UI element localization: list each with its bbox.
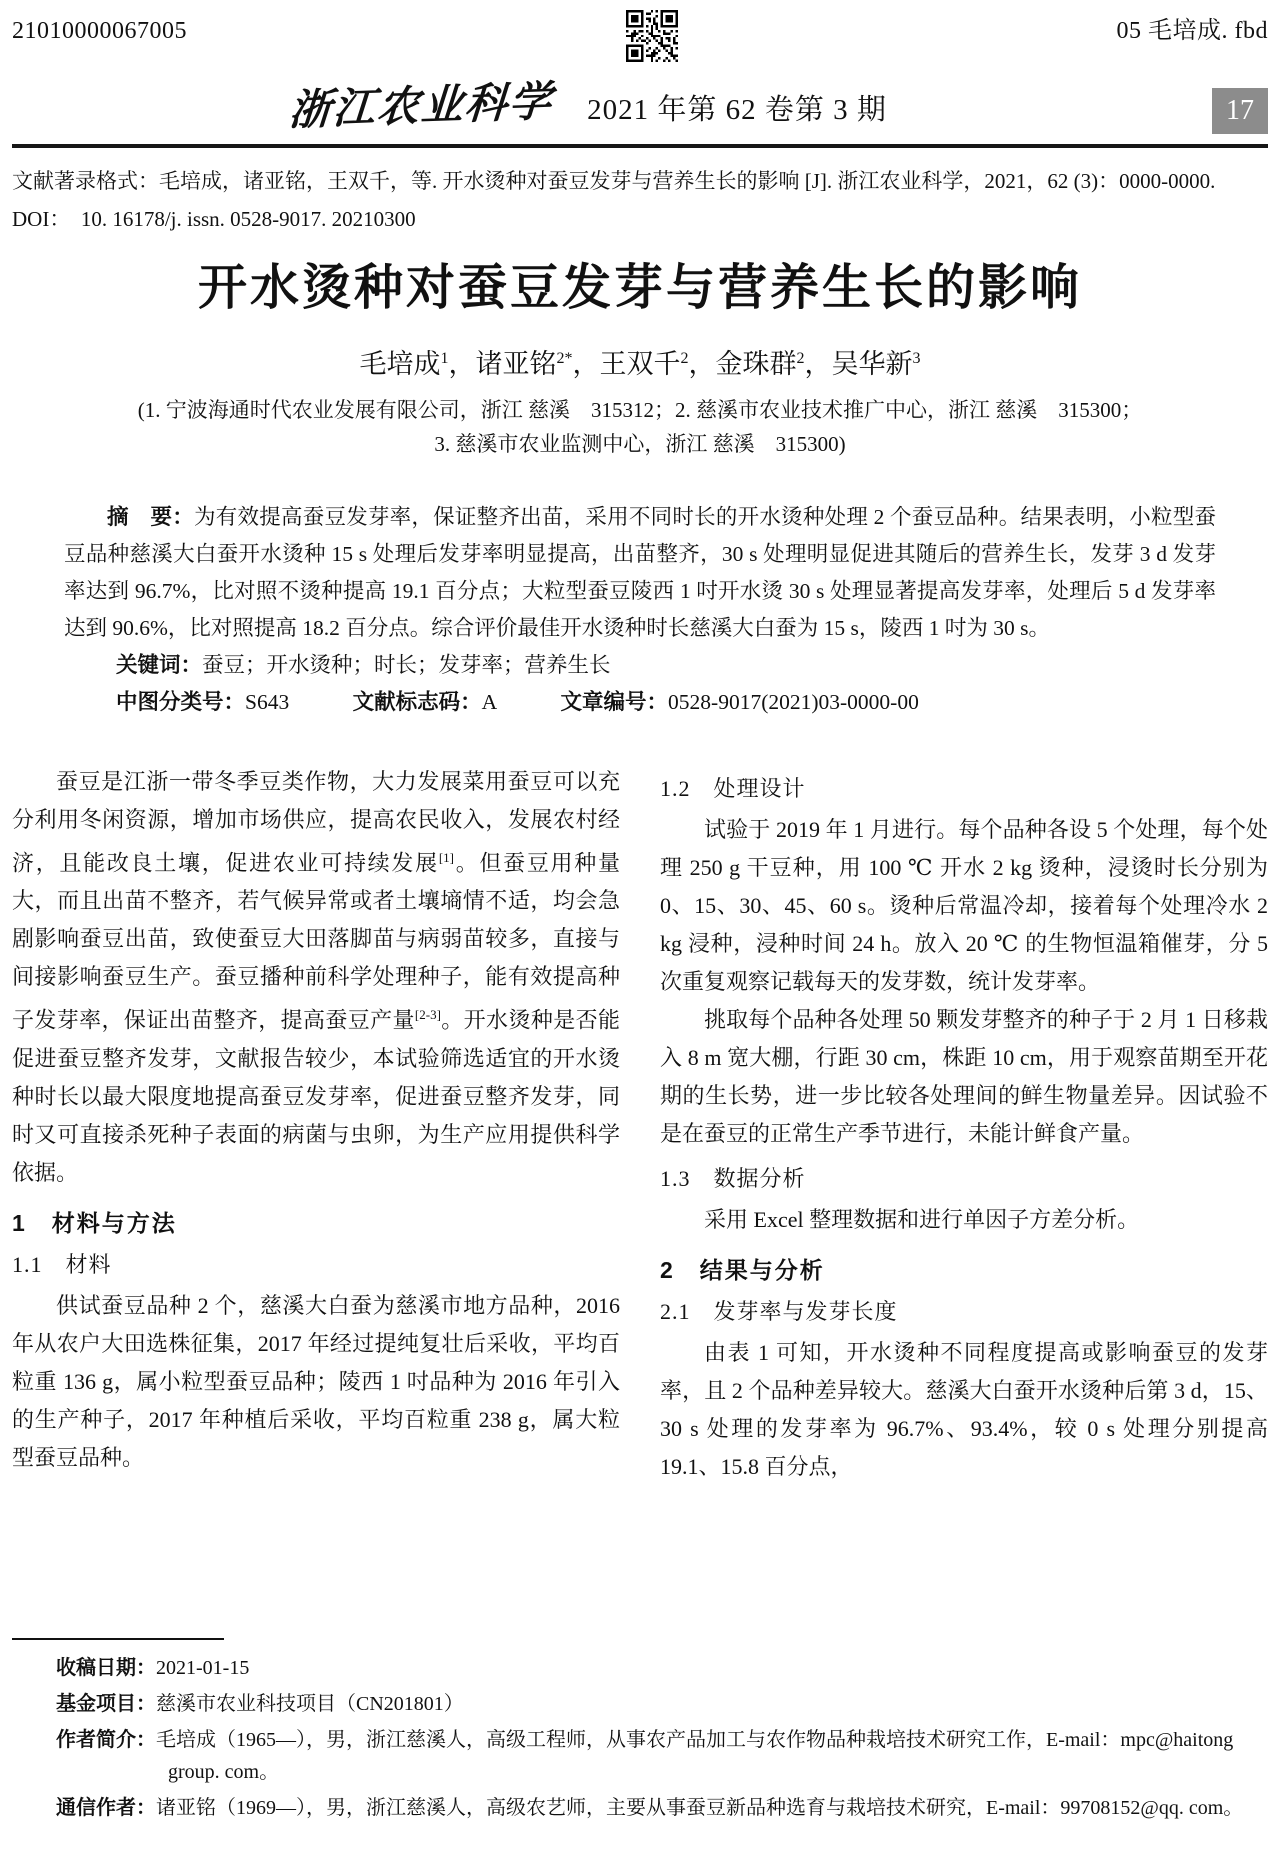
abstract-block xyxy=(64,499,1216,721)
keywords-label: 关键词： xyxy=(116,653,203,677)
article-id-value: 0528-9017(2021)03-0000-00 xyxy=(668,690,919,714)
reference-marker: [1] xyxy=(438,850,454,865)
footnote-label: 基金项目： xyxy=(56,1693,156,1715)
footnote-label: 作者简介： xyxy=(56,1729,156,1751)
citation-line xyxy=(12,162,1268,200)
body-paragraph: 蚕豆是江浙一带冬季豆类作物，大力发展菜用蚕豆可以充分利用冬闲资源，增加市场供应，提高农民收入，发展农村经济，且能改良土壤，促进农业可持续发展[1]。但蚕豆用种量大，而且出苗不整齐，若气候异常或者土壤墒情不适，均会急剧影响蚕豆出苗，致使蚕豆大田落脚苗与病弱苗较多，直接与间接影响蚕豆生产。蚕豆播种前科学处理种子，能有效提高种子发芽率，保证出苗整齐，提高蚕豆产量[2-3]。开水烫种是否能促进蚕豆整齐发芽，文献报告较少，本试验筛选适宜的开水烫种时长以最大限度地提高蚕豆发芽率，促进蚕豆整齐发芽，同时又可直接杀死种子表面的病菌与虫卵，为生产应用提供科学依据。 xyxy=(12,769,620,1185)
doc-code-label: 文献标志码： xyxy=(352,690,482,714)
page-number-badge: 17 xyxy=(1212,88,1268,134)
article-id-label: 文章编号： xyxy=(560,690,669,714)
authors-line: 毛培成$^1$，诸亚铭$^{2*}$，王双千$^2$，金珠群$^2$，吴华新$^3$ xyxy=(359,349,921,379)
clc-label: 中图分类号： xyxy=(116,690,246,714)
abstract-label: 摘 要： xyxy=(107,505,194,529)
citation-text: 毛培成，诸亚铭，王双千，等. 开水烫种对蚕豆发芽与营养生长的影响 [J]. 浙江农业科学，2021，62 (3)：0000-0000. xyxy=(159,169,1216,193)
right-column xyxy=(660,763,1268,1486)
footnote-item: 收稿日期：2021-01-15 xyxy=(56,1657,250,1679)
header-rule xyxy=(12,144,1268,148)
section-heading: 1 材料与方法 xyxy=(12,1209,177,1236)
affiliation-line: 3. 慈溪市农业监测中心，浙江 慈溪 315300) xyxy=(434,432,846,456)
left-column xyxy=(12,763,620,1486)
file-code: 05 毛培成. fbd xyxy=(1116,18,1268,44)
author-name: 毛培成$^1$ xyxy=(359,349,449,379)
subsection-heading: 2.1 发芽率与发芽长度 xyxy=(660,1299,898,1324)
doi-line xyxy=(12,200,1268,238)
doc-code-value: A xyxy=(481,690,498,714)
keywords-text: 蚕豆；开水烫种；时长；发芽率；营养生长 xyxy=(202,653,611,677)
author-affiliation-marker: 2* xyxy=(556,350,573,367)
author-affiliation-marker: 2 xyxy=(796,350,805,367)
doi-value: 10. 16178/j. issn. 0528-9017. 20210300 xyxy=(80,207,416,231)
affiliations xyxy=(12,393,1268,461)
article-title: 开水烫种对蚕豆发芽与营养生长的影响 xyxy=(197,260,1082,315)
doi-label: DOI： xyxy=(12,207,71,231)
clc-item xyxy=(116,690,289,714)
body-paragraph: 由表 1 可知，开水烫种不同程度提高或影响蚕豆的发芽率，且 2 个品种差异较大。慈溪大白蚕开水烫种后第 3 d，15、30 s 处理的发芽率为 96.7%、93.4%，较 0 s 处理分别提高 19.1、15.8 百分点， xyxy=(660,1340,1268,1479)
issue-info: 2021 年第 62 卷第 3 期 xyxy=(587,93,887,126)
citation-label: 文献著录格式： xyxy=(12,169,159,193)
meta-line xyxy=(64,684,1216,721)
footnote-item: 作者简介：毛培成（1965—），男，浙江慈溪人，高级工程师，从事农产品加工与农作物品种栽培技术研究工作，E-mail：mpc@haitong group. com。 xyxy=(56,1729,1234,1783)
citation-block xyxy=(12,162,1268,238)
author-name: 吴华新$^3$ xyxy=(831,349,921,379)
manuscript-code: 21010000067005 xyxy=(12,18,187,44)
author-name: 金珠群$^2$ xyxy=(715,349,805,379)
author-name: 诸亚铭$^{2*}$ xyxy=(475,349,573,379)
footnote-item: 通信作者：诸亚铭（1969—），男，浙江慈溪人，高级农艺师，主要从事蚕豆新品种选育与栽培技术研究，E-mail：99708152@qq. com。 xyxy=(56,1797,1244,1819)
footnotes xyxy=(56,1652,1268,1824)
subsection-heading: 1.1 材料 xyxy=(12,1251,112,1277)
body-paragraph: 挑取每个品种各处理 50 颗发芽整齐的种子于 2 月 1 日移栽入 8 m 宽大棚，行距 30 cm，株距 10 cm，用于观察苗期至开花期的生长势，进一步比较各处理间的鲜生物量差异。因试验不是在蚕豆的正常生产季节进行，未能计鲜食产量。 xyxy=(660,1007,1268,1146)
footnote-label: 收稿日期： xyxy=(56,1657,156,1679)
body-columns xyxy=(12,763,1268,1486)
abstract-text: 为有效提高蚕豆发芽率，保证整齐出苗，采用不同时长的开水烫种处理 2 个蚕豆品种。结果表明，小粒型蚕豆品种慈溪大白蚕开水烫种 15 s 处理后发芽率明显提高，出苗整齐，30 s 处理明显促进其随后的营养生长，发芽 3 d 发芽率达到 96.7%，比对照不烫种提高 19.1 百分点；大粒型蚕豆陵西 1 吋开水烫 30 s 处理显著提高发芽率，处理后 5 d 发芽率达到 90.6%，比对照提高 18.2 百分点。综合评价最佳开水烫种时长慈溪大白蚕为 15 s，陵西 1 吋为 30 s。 xyxy=(64,505,1216,640)
journal-header xyxy=(12,78,1268,136)
clc-value: S643 xyxy=(245,690,290,714)
footnote-rule xyxy=(12,1638,224,1640)
body-paragraph: 采用 Excel 整理数据和进行单因子方差分析。 xyxy=(704,1207,1140,1232)
journal-logo: 浙江农业科学 xyxy=(287,79,555,135)
keywords-line xyxy=(64,647,1216,684)
author-affiliation-marker: 2 xyxy=(680,350,689,367)
top-strip xyxy=(12,10,1268,66)
abstract-paragraph xyxy=(64,499,1216,647)
subsection-heading: 1.3 数据分析 xyxy=(660,1166,806,1191)
doc-code-item xyxy=(353,690,498,714)
qr-code-icon xyxy=(626,10,678,62)
author-affiliation-marker: 1 xyxy=(440,350,449,367)
body-paragraph: 供试蚕豆品种 2 个，慈溪大白蚕为慈溪市地方品种，2016 年从农户大田选株征集，2017 年经过提纯复壮后采收，平均百粒重 136 g，属小粒型蚕豆品种；陵西 1 吋品种为 2016 年引入的生产种子，2017 年种植后采收，平均百粒重 238 g，属大粒型蚕豆品种。 xyxy=(12,1292,620,1470)
footnote-area xyxy=(12,1638,1268,1828)
footnote-item: 基金项目：慈溪市农业科技项目（CN201801） xyxy=(56,1693,464,1715)
body-paragraph: 试验于 2019 年 1 月进行。每个品种各设 5 个处理，每个处理 250 g 干豆种，用 100 ℃ 开水 2 kg 烫种，浸烫时长分别为 0、15、30、45、60 s。烫种后常温冷却，接着每个处理冷水 2 kg 浸种，浸种时间 24 h。放入 20 ℃ 的生物恒温箱催芽，分 5 次重复观察记载每天的发芽数，统计发芽率。 xyxy=(660,817,1268,994)
author-affiliation-marker: 3 xyxy=(912,350,921,367)
author-name: 王双千$^2$ xyxy=(599,349,689,379)
footnote-label: 通信作者： xyxy=(56,1797,156,1819)
article-id-item xyxy=(561,690,919,714)
subsection-heading: 1.2 处理设计 xyxy=(660,776,806,801)
affiliation-line: (1. 宁波海通时代农业发展有限公司，浙江 慈溪 315312；2. 慈溪市农业技术推广中心，浙江 慈溪 315300； xyxy=(137,398,1143,422)
reference-marker: [2-3] xyxy=(414,1007,441,1023)
section-heading: 2 结果与分析 xyxy=(660,1257,825,1283)
